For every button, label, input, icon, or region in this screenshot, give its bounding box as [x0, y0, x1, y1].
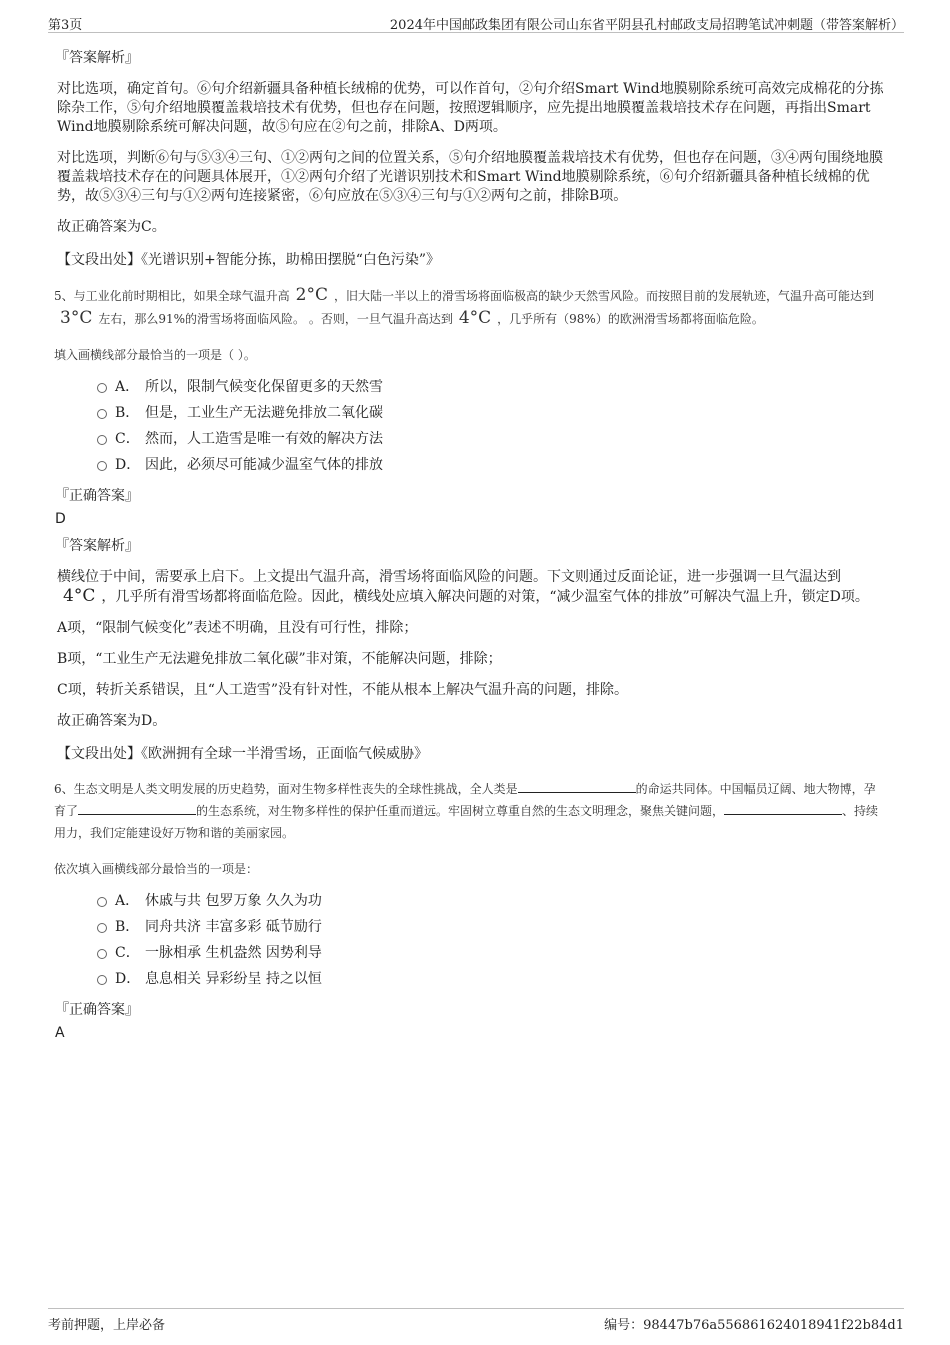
radio-icon[interactable]	[97, 975, 107, 985]
footer-slogan: 考前押题，上岸必备	[48, 1318, 166, 1333]
radio-icon[interactable]	[97, 383, 107, 393]
q5-text-c: 左右，那么91%的滑雪场将面临风险。 。否则，一旦气温升高达到	[98, 312, 453, 326]
q5-analysis-label: 『答案解析』	[55, 538, 139, 554]
q5-text-b: ，旧大陆一半以上的滑雪场将面临极高的缺少天然雪风险。而按照目前的发展轨迹，气温升高可能达到	[333, 289, 874, 303]
q5-options	[57, 374, 887, 478]
q6-answer-label: 『正确答案』	[55, 1002, 139, 1018]
q6-text-c: 的生态系统，对生物多样性的保护任重而道远。牢固树立尊重自然的生态文明理念，聚焦关键问题，	[196, 804, 725, 818]
option-letter: D．	[115, 457, 141, 473]
radio-icon[interactable]	[97, 949, 107, 959]
q6-blank-3	[724, 802, 842, 815]
q4-source: 【文段出处】《光谱识别+智能分拣，助棉田摆脱“白色污染”》	[57, 252, 441, 268]
q5-analysis-p1-post: ，几乎所有滑雪场都将面临危险。因此，横线处应填入解决问题的对策，“减少温室气体的排放”可解决气温上升，锁定D项。	[101, 589, 869, 605]
q5-analysis-p3: B项，“工业生产无法避免排放二氧化碳”非对策，不能解决问题，排除；	[57, 651, 502, 667]
option-letter: B．	[115, 919, 140, 935]
q5-analysis-temp-4c: 4°C	[63, 586, 96, 606]
q6-option-d[interactable]	[97, 966, 887, 992]
option-letter: C．	[115, 945, 140, 961]
q5-question-text	[54, 284, 887, 330]
q5-option-a[interactable]	[97, 374, 887, 400]
option-letter: A．	[115, 379, 140, 395]
q5-analysis-p2: A项，“限制气候变化”表述不明确，且没有可行性，排除；	[57, 620, 418, 636]
q5-answer: D	[55, 511, 66, 527]
q6-answer: A	[55, 1025, 65, 1041]
q6-question-text	[54, 778, 887, 844]
q4-analysis-p2: 对比选项，判断⑥句与⑤③④三句、①②两句之间的位置关系，⑤句介绍地膜覆盖栽培技术有优势，但也存在问题，③④两句围绕地膜覆盖栽培技术存在的问题具体展开，①②两句介绍了光谱识别技术和Smart Wind地膜剔除系统，⑥句介绍新疆具备种植长绒棉的优势，故⑤③④三句与①②两句连接紧密，⑥句应放在⑤③④三句与①②两句之前，排除B项。	[57, 150, 883, 204]
q4-analysis-label: 『答案解析』	[55, 50, 139, 66]
q5-analysis-p4: C项，转折关系错误，且“人工造雪”没有针对性，不能从根本上解决气温升高的问题，排除。	[57, 682, 629, 698]
q5-temp-3c: 3°C	[60, 308, 93, 328]
q5-source: 【文段出处】《欧洲拥有全球一半滑雪场，正面临气候威胁》	[57, 746, 428, 762]
q5-option-c[interactable]	[97, 426, 887, 452]
q6-option-b[interactable]	[97, 914, 887, 940]
radio-icon[interactable]	[97, 897, 107, 907]
q4-analysis-p1: 对比选项，确定首句。⑥句介绍新疆具备种植长绒棉的优势，可以作首句，②句介绍Smart Wind地膜剔除系统可高效完成棉花的分拣除杂工作，⑤句介绍地膜覆盖栽培技术有优势，但也存在问题，按照逻辑顺序，应先提出地膜覆盖栽培技术存在问题，再指出Smart Wind地膜剔除系统可解决问题，故⑤句应在②句之前，排除A、D两项。	[57, 81, 884, 135]
q6-text-d: 、持续用力，我们定能建设好万物和谐的美丽家园。	[54, 804, 879, 840]
page-number: 第3页	[48, 18, 83, 33]
option-letter: A．	[115, 893, 140, 909]
q6-text-b: 的命运共同体。中国幅员辽阔、地大物博，孕育了	[54, 782, 876, 818]
q5-prompt: 填入画横线部分最恰当的一项是（ ）。	[54, 348, 256, 362]
q5-analysis-p1-pre: 横线位于中间，需要承上启下。上文提出气温升高，滑雪场将面临风险的问题。下文则通过反面论证，进一步强调一旦气温达到	[57, 569, 841, 585]
option-text: 但是，工业生产无法避免排放二氧化碳	[145, 405, 383, 421]
document-id: 编号：98447b76a556861624018941f22b84d1	[604, 1318, 904, 1333]
option-text: 息息相关 异彩纷呈 持之以恒	[145, 971, 322, 987]
page-footer	[48, 1308, 904, 1331]
option-text: 因此，必须尽可能减少温室气体的排放	[145, 457, 383, 473]
q6-option-a[interactable]	[97, 888, 887, 914]
q5-temp-2c: 2°C	[295, 285, 328, 305]
document-title: 2024年中国邮政集团有限公司山东省平阴县孔村邮政支局招聘笔试冲刺题（带答案解析）	[389, 18, 904, 33]
q6-text-a: 6、生态文明是人类文明发展的历史趋势，面对生物多样性丧失的全球性挑战，全人类是	[54, 782, 518, 796]
q4-analysis-conclusion: 故正确答案为C。	[57, 219, 166, 235]
q6-option-c[interactable]	[97, 940, 887, 966]
q5-analysis-p1	[57, 568, 887, 607]
q5-text-a: 5、与工业化前时期相比，如果全球气温升高	[54, 289, 290, 303]
radio-icon[interactable]	[97, 409, 107, 419]
option-text: 所以，限制气候变化保留更多的天然雪	[145, 379, 383, 395]
q5-answer-label: 『正确答案』	[55, 488, 139, 504]
option-text: 一脉相承 生机盎然 因势利导	[145, 945, 322, 961]
q5-analysis-conclusion: 故正确答案为D。	[57, 713, 167, 729]
q5-text-d: ，几乎所有（98%）的欧洲滑雪场都将面临危险。	[497, 312, 764, 326]
q6-options	[57, 888, 887, 992]
radio-icon[interactable]	[97, 923, 107, 933]
q5-temp-4c: 4°C	[458, 308, 492, 328]
q6-prompt: 依次填入画横线部分最恰当的一项是：	[54, 862, 259, 876]
option-text: 休戚与共 包罗万象 久久为功	[145, 893, 322, 909]
option-letter: D．	[115, 971, 141, 987]
q5-option-d[interactable]	[97, 452, 887, 478]
radio-icon[interactable]	[97, 461, 107, 471]
radio-icon[interactable]	[97, 435, 107, 445]
page-header	[48, 12, 904, 33]
q5-option-b[interactable]	[97, 400, 887, 426]
option-letter: C．	[115, 431, 140, 447]
q6-blank-1	[518, 780, 636, 793]
option-letter: B．	[115, 405, 140, 421]
option-text: 然而，人工造雪是唯一有效的解决方法	[145, 431, 383, 447]
q6-blank-2	[78, 802, 196, 815]
option-text: 同舟共济 丰富多彩 砥节励行	[145, 919, 322, 935]
page-content	[54, 40, 887, 1042]
